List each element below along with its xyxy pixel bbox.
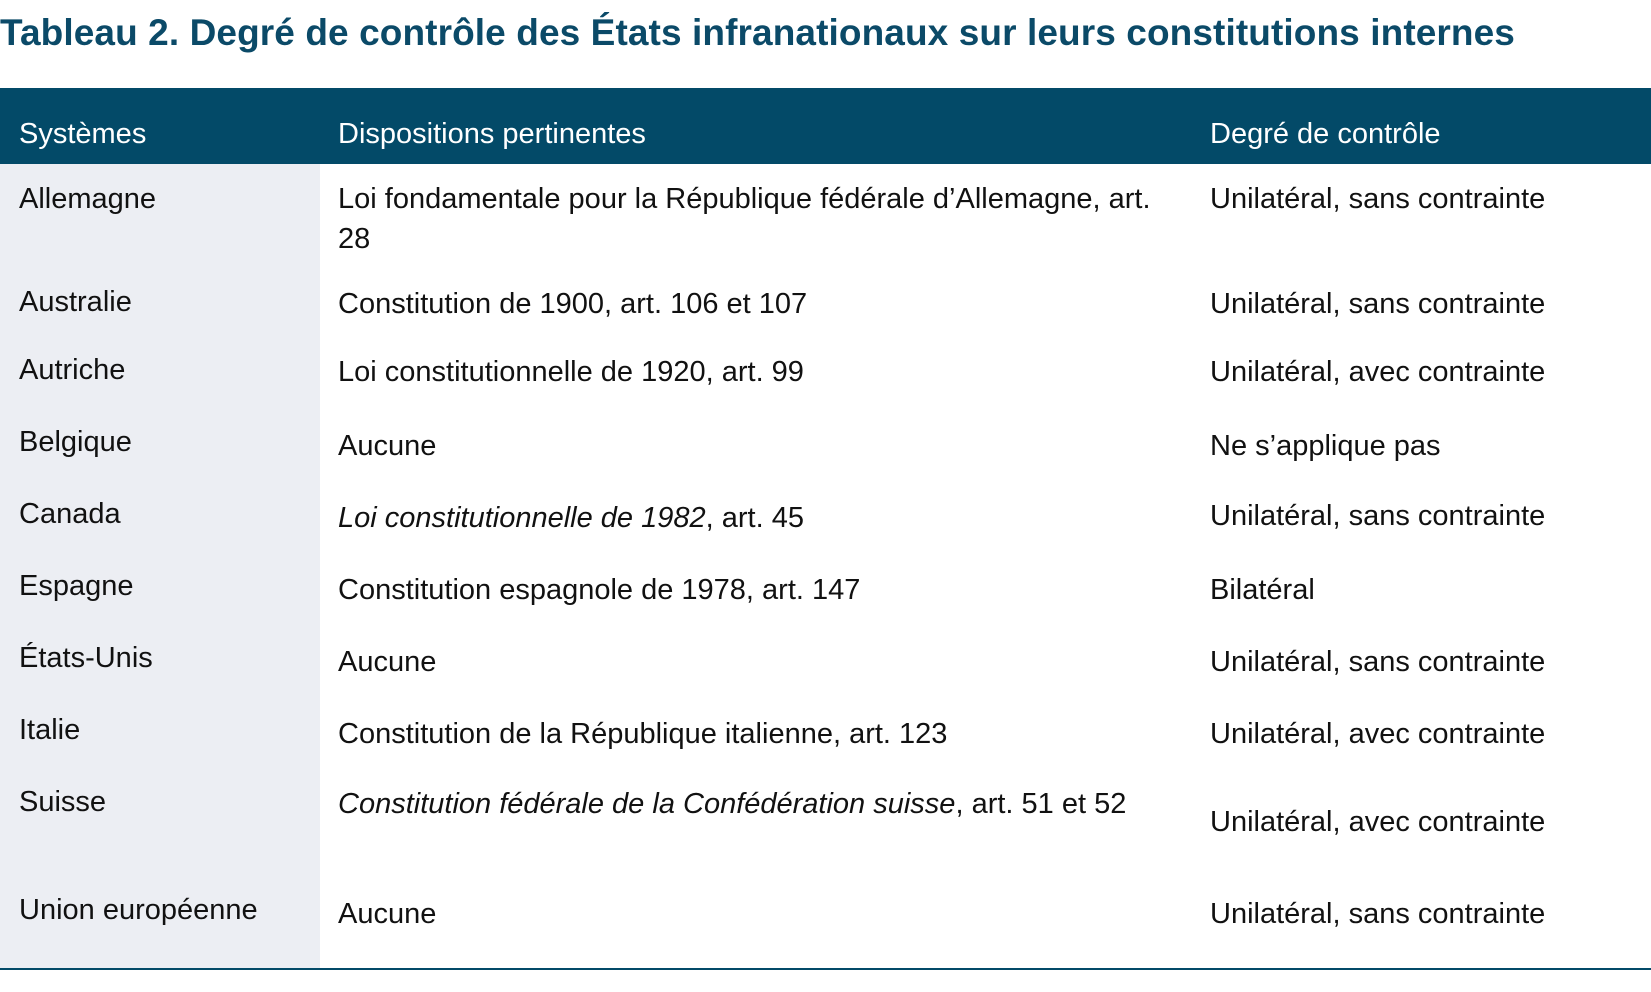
cell-provisions xyxy=(338,642,1168,682)
cell-provisions xyxy=(338,784,1168,824)
cell-degree: Ne s’applique pas xyxy=(1210,430,1441,462)
provision-title-italic: Constitution fédérale de la Confédération suisse xyxy=(338,788,956,820)
cell-system: Australie xyxy=(19,286,132,318)
cell-degree: Unilatéral, avec contrainte xyxy=(1210,356,1546,388)
table-body xyxy=(0,164,1651,970)
provision-text: Aucune xyxy=(338,646,437,678)
cell-degree: Bilatéral xyxy=(1210,574,1315,606)
cell-provisions xyxy=(338,894,1168,934)
header-provisions: Dispositions pertinentes xyxy=(338,118,646,150)
cell-degree: Unilatéral, sans contrainte xyxy=(1210,288,1546,320)
provision-text: Aucune xyxy=(338,430,437,462)
table-header xyxy=(0,88,1651,164)
cell-degree: Unilatéral, avec contrainte xyxy=(1210,806,1546,838)
provision-text: Constitution de la République italienne, art. 123 xyxy=(338,718,948,750)
header-systems: Systèmes xyxy=(19,118,147,150)
provision-text: Constitution espagnole de 1978, art. 147 xyxy=(338,574,861,606)
cell-system: Autriche xyxy=(19,354,126,386)
provision-text: Loi fondamentale pour la République fédérale d’Allemagne, art. 28 xyxy=(338,183,1151,255)
provision-text: Loi constitutionnelle de 1920, art. 99 xyxy=(338,356,804,388)
cell-system: Allemagne xyxy=(19,183,157,215)
cell-degree: Unilatéral, avec contrainte xyxy=(1210,718,1546,750)
cell-provisions xyxy=(338,284,1168,324)
provision-text: , art. 45 xyxy=(705,502,804,534)
cell-provisions xyxy=(338,352,1168,392)
cell-system: Belgique xyxy=(19,426,132,458)
cell-system: Canada xyxy=(19,498,121,530)
cell-provisions xyxy=(338,498,1168,538)
cell-degree: Unilatéral, sans contrainte xyxy=(1210,646,1546,678)
cell-provisions xyxy=(338,179,1168,259)
cell-system: États-Unis xyxy=(19,642,153,674)
cell-degree: Unilatéral, sans contrainte xyxy=(1210,898,1546,930)
provision-text: , art. 51 et 52 xyxy=(955,788,1127,820)
cell-provisions xyxy=(338,426,1168,466)
data-table xyxy=(0,88,1651,970)
provision-text: Constitution de 1900, art. 106 et 107 xyxy=(338,288,808,320)
cell-degree: Unilatéral, sans contrainte xyxy=(1210,183,1546,215)
header-degree: Degré de contrôle xyxy=(1210,118,1441,150)
cell-system: Union européenne xyxy=(19,894,258,926)
cell-system: Italie xyxy=(19,714,81,746)
table-title: Tableau 2. Degré de contrôle des États infranationaux sur leurs constitutions internes xyxy=(0,12,1515,53)
cell-system: Suisse xyxy=(19,786,107,818)
cell-system: Espagne xyxy=(19,570,134,602)
provision-title-italic: Loi constitutionnelle de 1982 xyxy=(338,502,706,534)
cell-degree: Unilatéral, sans contrainte xyxy=(1210,500,1546,532)
provision-text: Aucune xyxy=(338,898,437,930)
cell-provisions xyxy=(338,714,1168,754)
cell-provisions xyxy=(338,570,1168,610)
